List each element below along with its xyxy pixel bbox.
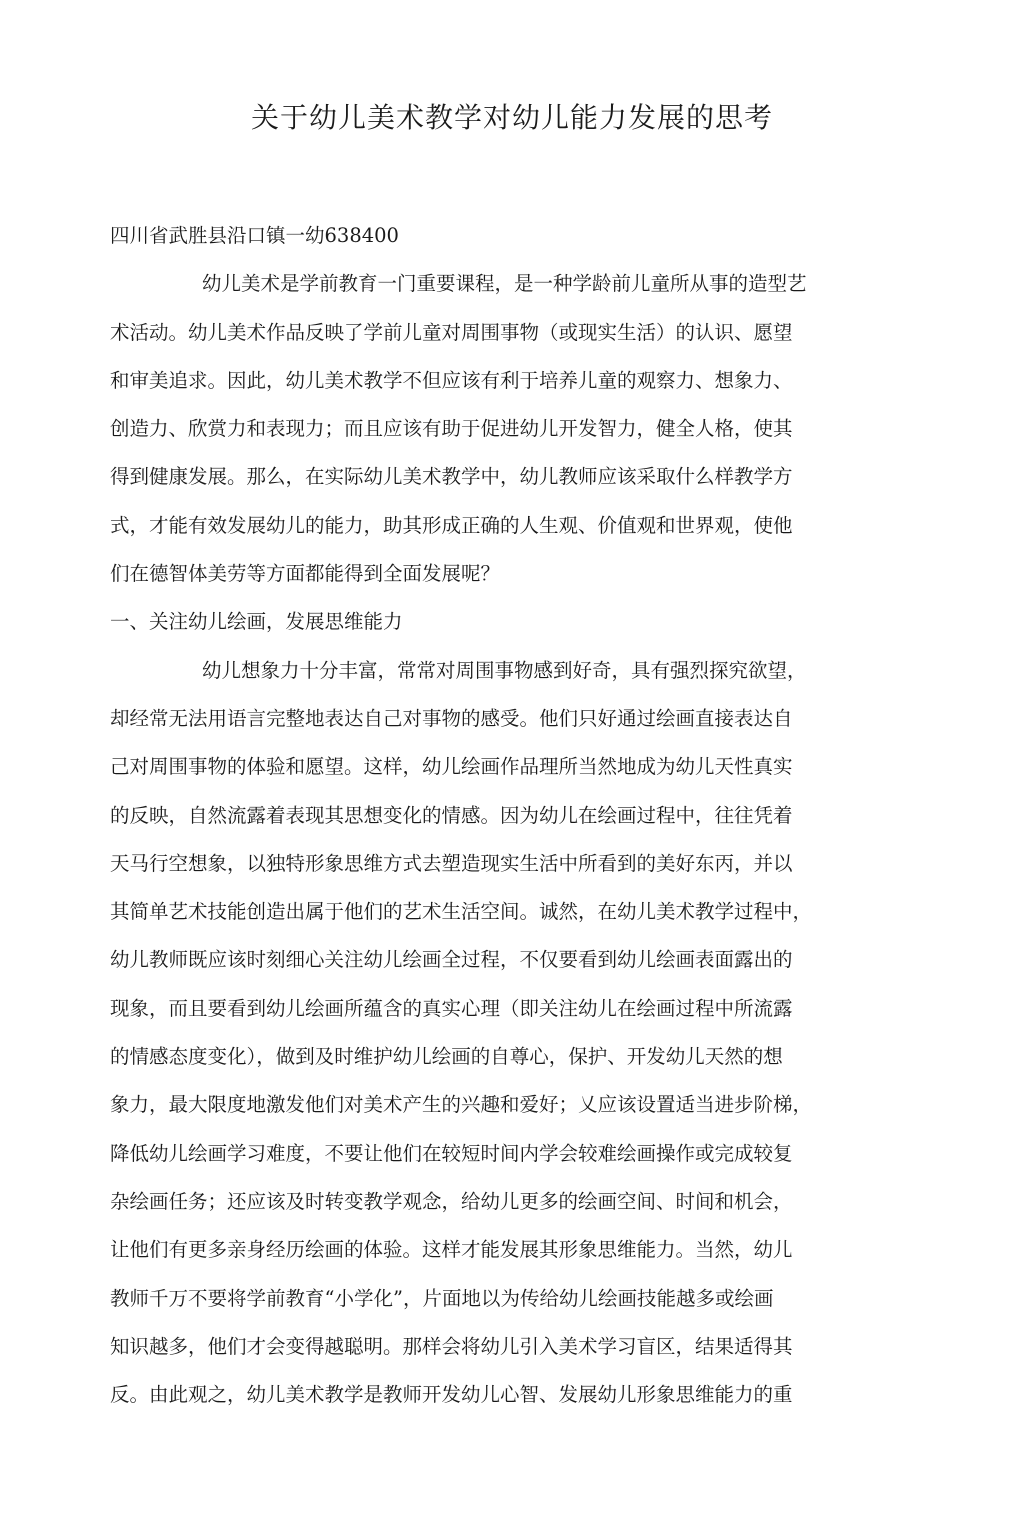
text-line: 式，才能有效发展幼儿的能力，助其形成正确的人生观、价值观和世界观，使他 [110, 513, 793, 537]
text-line: 让他们有更多亲身经历绘画的体验。这样才能发展其形象思维能力。当然，幼儿 [110, 1238, 793, 1262]
text-line: 教师千万不要将学前教育“小学化”，片面地以为传给幼儿绘画技能越多或绘画 [110, 1286, 774, 1310]
text-line: 术活动。幼儿美术作品反映了学前儿童对周围事物（或现实生活）的认识、愿望 [110, 320, 793, 344]
text-line: 创造力、欣赏力和表现力；而且应该有助于促进幼儿开发智力，健全人格，使其 [110, 417, 793, 441]
text-line: 天马行空想象，以独特形象思维方式去塑造现实生活中所看到的美好东丙，并以 [110, 851, 793, 875]
text-line: 的情感态度变化），做到及时维护幼儿绘画的自尊心，保护、开发幼儿天然的想 [110, 1045, 783, 1069]
text-line: 象力，最大限度地激发他们对美术产生的兴趣和爱好；乂应该设置适当进步阶梯， [110, 1093, 813, 1117]
author-line: 四川省武胜县沿口镇一幼638400 [110, 224, 399, 247]
text-line: 幼儿美术是学前教育一门重要课程，是一种学龄前儿童所从事的造型艺 [202, 272, 807, 296]
text-line: 幼儿想象力十分丰富，常常对周围事物感到好奇，具有强烈探究欲望， [202, 658, 807, 682]
text-line: 幼儿教师既应该时刻细心关注幼儿绘画全过程，不仅要看到幼儿绘画表面露出的 [110, 948, 793, 972]
text-line: 现象，而且要看到幼儿绘画所蕴含的真实心理（即关注幼儿在绘画过程中所流露 [110, 996, 793, 1020]
section-heading: 一、关注幼儿绘画，发展思维能力 [110, 610, 403, 634]
text-line: 杂绘画任务；还应该及时转变教学观念，给幼儿更多的绘画空间、时间和机会， [110, 1189, 793, 1213]
text-line: 己对周围事物的体验和愿望。这样，幼儿绘画作品理所当然地成为幼儿天性真实 [110, 755, 793, 779]
text-line: 反。由此观之，幼儿美术教学是教师开发幼儿心智、发展幼儿形象思维能力的重 [110, 1383, 793, 1407]
text-line: 的反映，自然流露着表现其思想变化的情感。因为幼儿在绘画过程中，往往凭着 [110, 803, 793, 827]
text-line: 们在德智体美劳等方面都能得到全面发展呢？ [110, 562, 501, 586]
paragraph-lines [110, 260, 860, 1419]
text-line: 和审美追求。因此，幼儿美术教学不但应该有利于培养儿童的观察力、想象力、 [110, 368, 793, 392]
text-line: 其简单艺术技能创造出属于他们的艺术生活空间。诚然，在幼儿美术教学过程中， [110, 900, 813, 924]
text-line: 知识越多，他们才会变得越聪明。那样会将幼儿引入美术学习盲区，结果适得其 [110, 1334, 793, 1358]
text-line: 得到健康发展。那么，在实际幼儿美术教学中，幼儿教师应该采取什么样教学方 [110, 465, 793, 489]
text-line: 降低幼儿绘画学习难度，不要让他们在较短时间内学会较难绘画操作或完成较复 [110, 1141, 793, 1165]
document-title: 关于幼儿美术教学对幼儿能力发展的思考 [250, 101, 773, 134]
document-body [110, 212, 860, 1419]
text-line: 却经常无法用语言完整地表达自己对事物的感受。他们只好通过绘画直接表达自 [110, 706, 793, 730]
